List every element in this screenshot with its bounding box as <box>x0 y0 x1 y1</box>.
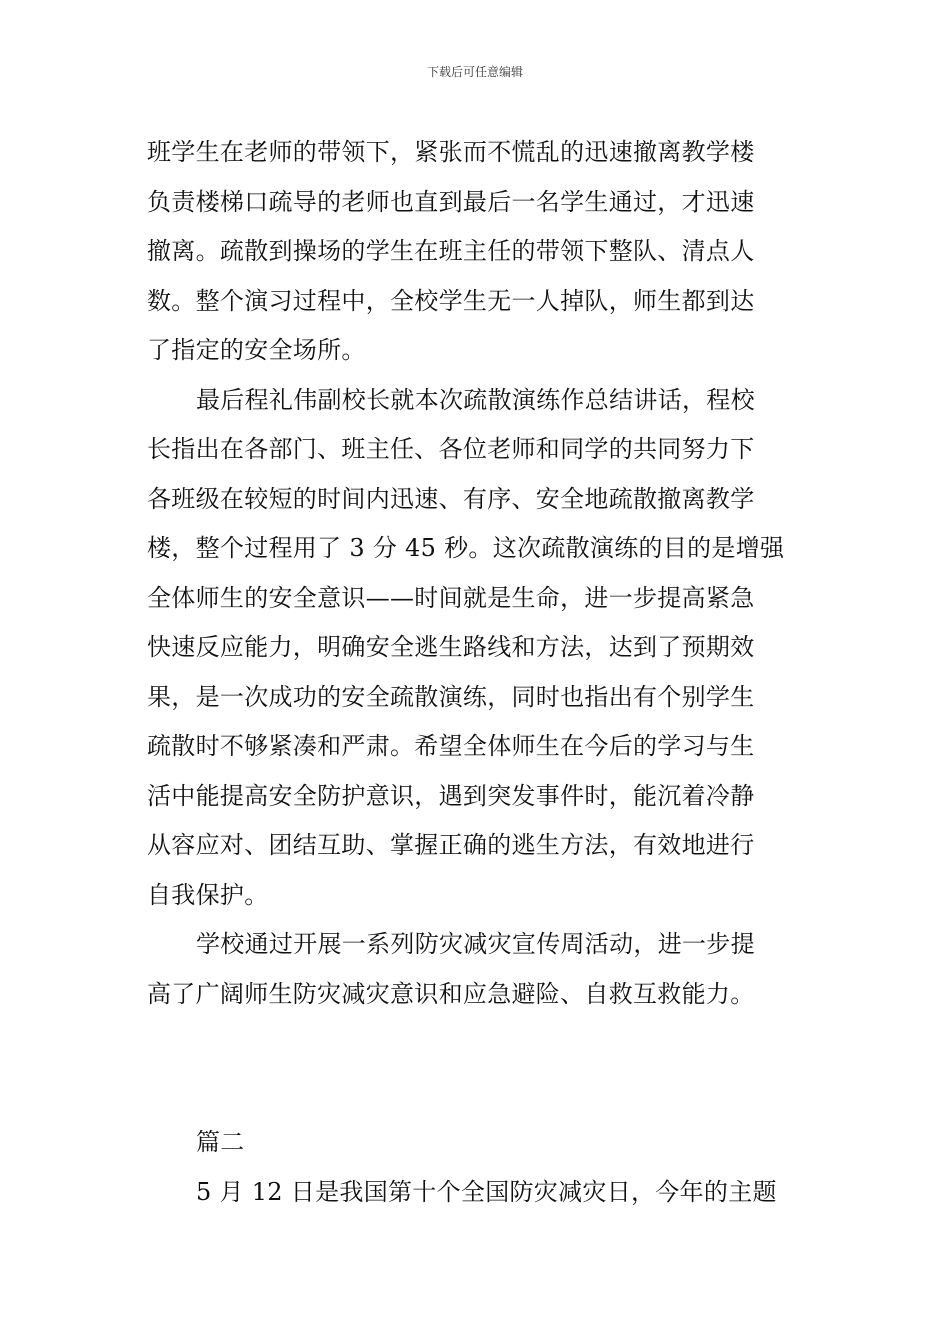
text-line: 长指出在各部门、班主任、各位老师和同学的共同努力下 <box>147 435 755 463</box>
document-body <box>147 128 809 1217</box>
text-line: 撤离。疏散到操场的学生在班主任的带领下整队、清点人 <box>147 237 755 265</box>
text-line: 快速反应能力，明确安全逃生路线和方法，达到了预期效 <box>147 633 755 661</box>
text-line: 果，是一次成功的安全疏散演练，同时也指出有个别学生 <box>147 682 755 711</box>
text-line: 数。整个演习过程中，全校学生无一人掉队，师生都到达 <box>147 286 755 315</box>
section-heading: 篇二 <box>196 1128 245 1156</box>
text-line: 最后程礼伟副校长就本次疏散演练作总结讲话，程校 <box>196 385 755 414</box>
paragraph-3 <box>147 920 809 1019</box>
text-line: 疏散时不够紧凑和严肃。希望全体师生在今后的学习与生 <box>147 732 755 760</box>
paragraph-2 <box>147 376 809 921</box>
text-line: 班学生在老师的带领下，紧张而不慌乱的迅速撤离教学楼 <box>147 138 755 166</box>
text-line: 从容应对、团结互助、掌握正确的逃生方法，有效地进行 <box>147 831 755 859</box>
text-line: 负责楼梯口疏导的老师也直到最后一名学生通过，才迅速 <box>147 187 755 216</box>
text-line: 自我保护。 <box>147 880 269 909</box>
page-header: 下载后可任意编辑 <box>426 65 523 79</box>
text-line: 各班级在较短的时间内迅速、有序、安全地疏散撤离教学 <box>147 484 755 513</box>
text-line: 学校通过开展一系列防灾减灾宣传周活动，进一步提 <box>196 930 755 958</box>
section-spacer <box>147 1019 809 1118</box>
text-line: 全体师生的安全意识——时间就是生命，进一步提高紧急 <box>147 583 755 612</box>
text-line: 楼，整个过程用了 3 分 45 秒。这次疏散演练的目的是增强 <box>147 534 785 562</box>
text-line: 活中能提高安全防护意识，遇到突发事件时，能沉着冷静 <box>147 781 755 810</box>
paragraph-1 <box>147 128 809 376</box>
text-line: 高了广阔师生防灾减灾意识和应急避险、自救互救能力。 <box>147 979 755 1008</box>
text-line: 5 月 12 日是我国第十个全国防灾减灾日，今年的主题 <box>196 1177 777 1206</box>
text-line: 了指定的安全场所。 <box>147 336 366 364</box>
